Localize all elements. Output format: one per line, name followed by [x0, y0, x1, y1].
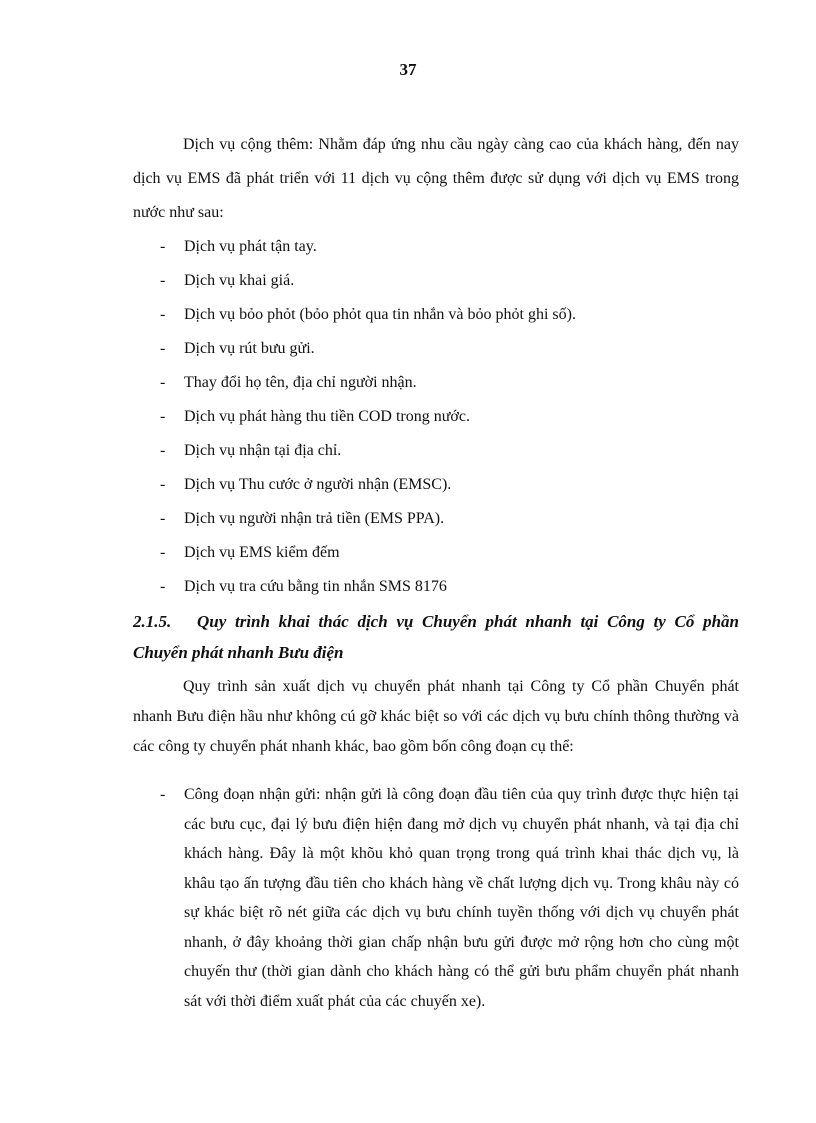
section-title: Quy trình khai thác dịch vụ Chuyển phát nhanh tại Công ty Cổ phần Chuyển phát nhanh Bưu điện	[133, 612, 739, 662]
list-item-text: Dịch vụ người nhận trả tiền (EMS PPA).	[184, 510, 445, 527]
list-item	[133, 298, 739, 332]
bullet-dash: -	[160, 510, 166, 527]
list-item	[133, 400, 739, 434]
bullet-dash: -	[160, 374, 166, 391]
list-item-text: Dịch vụ khai giá.	[184, 272, 295, 289]
bullet-dash: -	[160, 476, 166, 493]
list-item-text: Thay đổi họ tên, địa chỉ người nhận.	[184, 374, 417, 391]
section-heading	[133, 606, 739, 668]
list-item	[133, 230, 739, 264]
bullet-dash: -	[160, 340, 166, 357]
services-list	[133, 230, 739, 604]
bullet-dash: -	[160, 442, 166, 459]
section-number: 2.1.5.	[133, 612, 172, 631]
list-item	[133, 570, 739, 604]
list-item	[133, 468, 739, 502]
list-item-text: Dịch vụ EMS kiểm đếm	[184, 544, 340, 561]
list-item-text: Dịch vụ phát hàng thu tiền COD trong nước.	[184, 408, 470, 425]
list-item-text: Dịch vụ nhận tại địa chỉ.	[184, 442, 342, 459]
list-item-text: Dịch vụ Thu cước ở người nhận (EMSC).	[184, 476, 452, 493]
list-item	[133, 434, 739, 468]
stage-text: Công đoạn nhận gửi: nhận gửi là công đoạn đầu tiên của quy trình được thực hiện tại các bưu cục, đại lý bưu điện hiện đang mở dịch vụ chuyển phát nhanh, và tại địa chỉ khách hàng. Đây là một khõu khỏ quan trọng trong quá trình khai thác dịch vụ, là khâu tạo ấn tượng đầu tiên cho khách hàng về chất lượng dịch vụ. Trong khâu này có sự khác biệt rõ nét giữa các dịch vụ bưu chính tuyền thống với dịch vụ chuyển phát nhanh, ở đây khoảng thời gian chấp nhận bưu gửi được mở rộng hơn cho cùng một chuyến thư (thời gian dành cho khách hàng có thể gửi bưu phẩm chuyển phát nhanh sát với thời điểm xuất phát của các chuyến xe).	[184, 786, 739, 1010]
list-item	[133, 502, 739, 536]
bullet-dash: -	[160, 272, 166, 289]
bullet-dash: -	[160, 238, 166, 255]
bullet-dash: -	[160, 306, 166, 323]
bullet-dash: -	[160, 544, 166, 561]
page-number: 37	[399, 60, 417, 79]
list-item-text: Dịch vụ bỏo phỏt (bỏo phỏt qua tin nhắn và bỏo phỏt ghi số).	[184, 306, 576, 323]
bullet-dash: -	[160, 578, 166, 595]
list-item-text: Dịch vụ tra cứu bằng tin nhắn SMS 8176	[184, 578, 447, 595]
list-item	[133, 536, 739, 570]
process-intro-paragraph: Quy trình sản xuất dịch vụ chuyển phát nhanh tại Công ty Cổ phần Chuyển phát nhanh Bưu điện hầu như không cú gỡ khác biệt so với các dịch vụ bưu chính thông thường và các công ty chuyển phát nhanh khác, bao gồm bốn công đoạn cụ thể:	[133, 678, 739, 755]
bullet-dash: -	[160, 408, 166, 425]
document-body	[133, 128, 739, 1016]
stage-paragraph	[133, 780, 739, 1016]
intro-paragraph: Dịch vụ cộng thêm: Nhằm đáp ứng nhu cầu ngày càng cao của khách hàng, đến nay dịch vụ EMS đã phát triển với 11 dịch vụ cộng thêm được sử dụng với dịch vụ EMS trong nước như sau:	[133, 136, 739, 221]
list-item	[133, 366, 739, 400]
list-item-text: Dịch vụ rút bưu gửi.	[184, 340, 315, 357]
list-item-text: Dịch vụ phát tận tay.	[184, 238, 317, 255]
list-item	[133, 264, 739, 298]
list-item	[133, 332, 739, 366]
bullet-dash: -	[160, 786, 166, 803]
